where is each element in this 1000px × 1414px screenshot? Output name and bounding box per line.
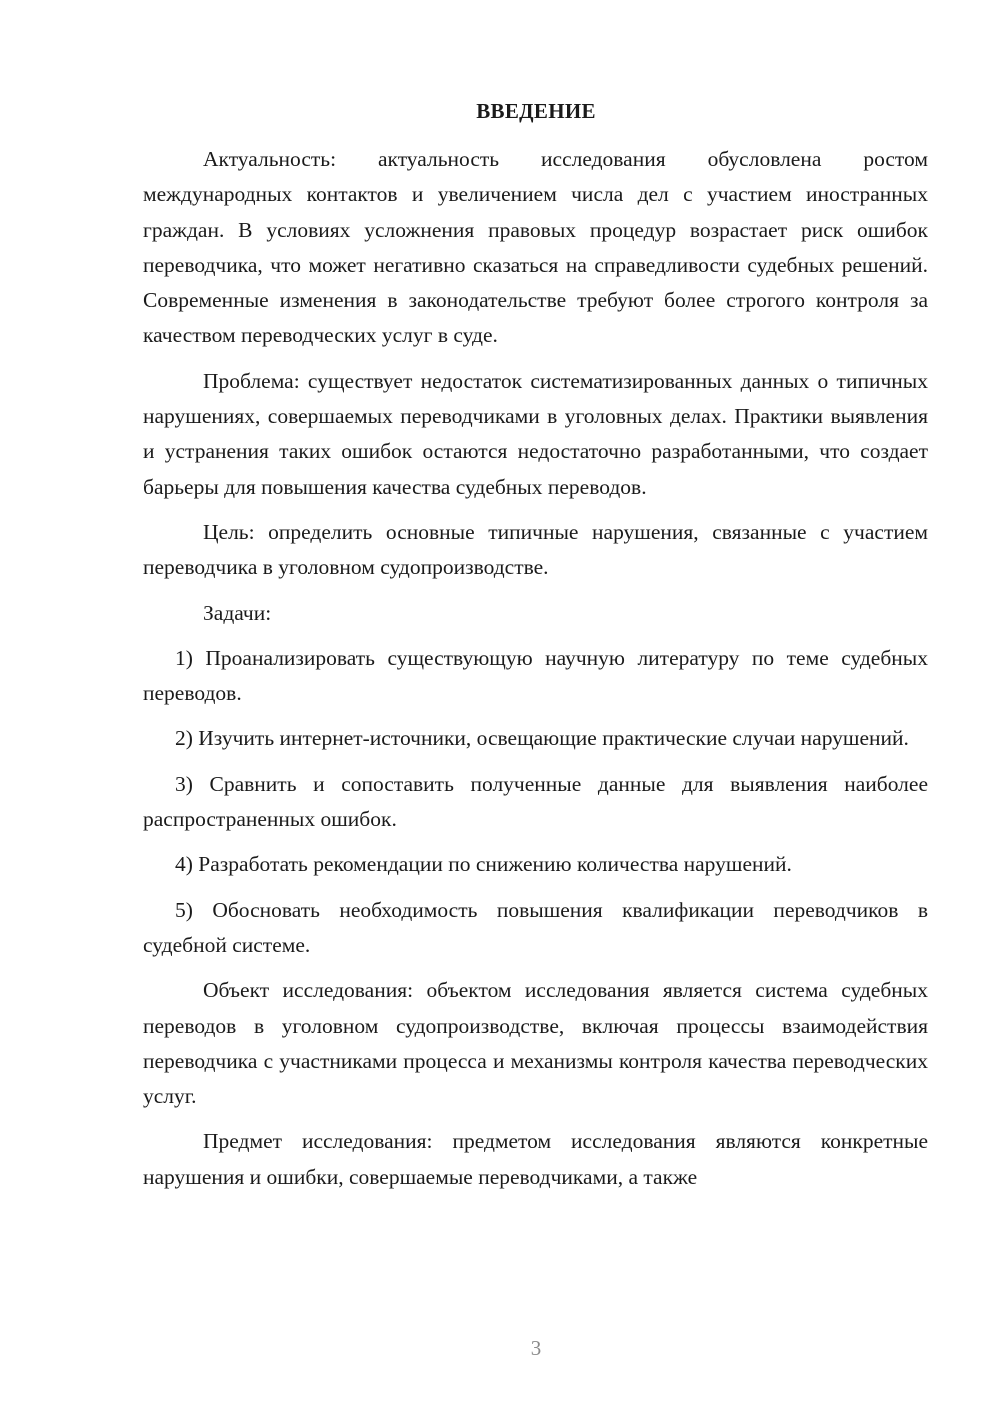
task-item: 4) Разработать рекомендации по снижению количества нарушений. [175, 852, 792, 877]
body-text [143, 142, 928, 1205]
paragraph-object: Объект исследования: объектом исследования является система судебных переводов в уголовном судопроизводстве, включая процессы взаимодействия переводчика с участниками процесса и механизмы контроля качества переводческих услуг. [143, 978, 928, 1109]
task-item: 2) Изучить интернет-источники, освещающие практические случаи нарушений. [175, 726, 909, 751]
task-item: 3) Сравнить и сопоставить полученные данные для выявления наиболее распространенных ошибок. [143, 771, 928, 832]
page-number: 3 [530, 1336, 542, 1360]
paragraph-relevance: Актуальность: актуальность исследования обусловлена ростом международных контактов и увеличением числа дел с участием иностранных граждан. В условиях усложнения правовых процедур возрастает риск ошибок переводчика, что может негативно сказаться на справедливости судебных решений. Современные изменения в законодательстве требуют более строгого контроля за качеством переводческих услуг в суде. [143, 147, 928, 348]
task-item: 1) Проанализировать существующую научную литературу по теме судебных переводов. [143, 645, 928, 706]
paragraph-tasks-label: Задачи: [203, 600, 272, 625]
section-heading: ВВЕДЕНИЕ [476, 99, 596, 123]
task-item: 5) Обосновать необходимость повышения квалификации переводчиков в судебной системе. [143, 897, 928, 957]
paragraph-subject: Предмет исследования: предметом исследования являются конкретные нарушения и ошибки, совершаемые переводчиками, а также [143, 1129, 928, 1189]
paragraph-problem: Проблема: существует недостаток систематизированных данных о типичных нарушениях, совершаемых переводчиками в уголовных делах. Практики выявления и устранения таких ошибок остаются недостаточно разработанными, что создает барьеры для повышения качества судебных переводов. [143, 368, 928, 499]
paragraph-goal: Цель: определить основные типичные нарушения, связанные с участием переводчика в уголовном судопроизводстве. [143, 519, 928, 580]
